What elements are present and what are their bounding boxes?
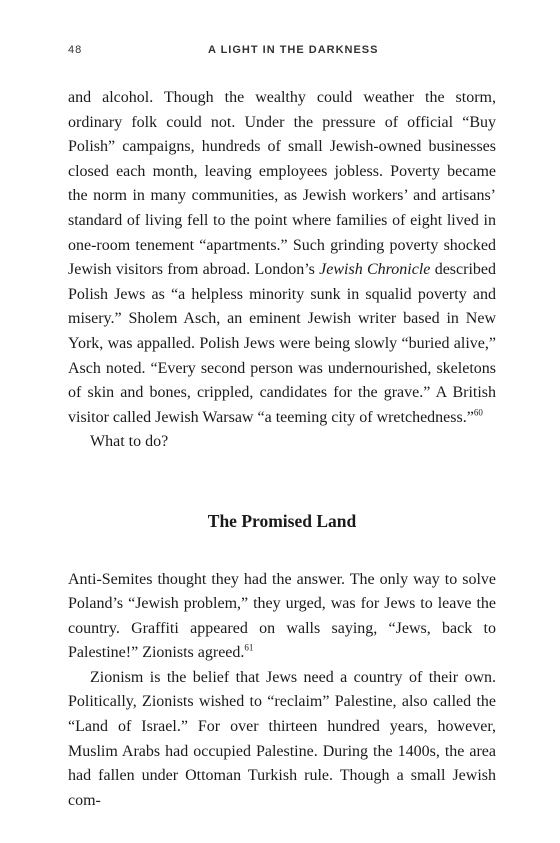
paragraph-1-text-b: described Polish Jews as “a helpless minority sunk in squalid poverty and misery.” Sholem Asch, an eminent Jewish writer based in New York, was appalled. Polish Jews were being slowly “buried alive,” Asch noted. “Every second person was undernourished, skeletons of skin and bones, crippled, candidates for the grave.” A British visitor called Jewish Warsaw “a teeming city of wretchedness.” xyxy=(68,261,496,426)
section-heading: The Promised Land xyxy=(207,510,357,531)
paragraph-3-text: Anti-Semites thought they had the answer. The only way to solve Poland’s “Jewish problem,” they urged, was for Jews to leave the country. Graffiti appeared on walls saying, “Jews, back to Palestine!” Zionists agreed. xyxy=(68,570,496,662)
footnote-ref-61: 61 xyxy=(244,642,254,653)
body-text xyxy=(68,86,496,813)
paragraph-4: Zionism is the belief that Jews need a country of their own. Politically, Zionists wished to “reclaim” Palestine, also called the “Land of Israel.” For over thirteen hundred years, however, Muslim Arabs had occupied Palestine. During the 1400s, the area had fallen under Ottoman Turkish rule. Though a small Jewish com- xyxy=(68,668,496,809)
page-number: 48 xyxy=(68,44,83,56)
paragraph-1-text-a: and alcohol. Though the wealthy could weather the storm, ordinary folk could not. Under the pressure of official “Buy Polish” campaigns, hundreds of small Jewish-owned businesses closed each month, leaving employees jobless. Poverty became the norm in many communities, as Jewish workers’ and artisans’ standard of living fell to the point where families of eight lived in one-room tenement “apartments.” Such grinding poverty shocked Jewish visitors from abroad. London’s xyxy=(68,89,496,279)
publication-title: Jewish Chronicle xyxy=(319,261,431,279)
book-title: A LIGHT IN THE DARKNESS xyxy=(208,44,379,56)
paragraph-2: What to do? xyxy=(90,433,169,451)
footnote-ref-60: 60 xyxy=(473,407,483,418)
paragraph-3 xyxy=(68,568,496,666)
paragraph-1 xyxy=(68,86,496,430)
running-head xyxy=(68,44,496,60)
